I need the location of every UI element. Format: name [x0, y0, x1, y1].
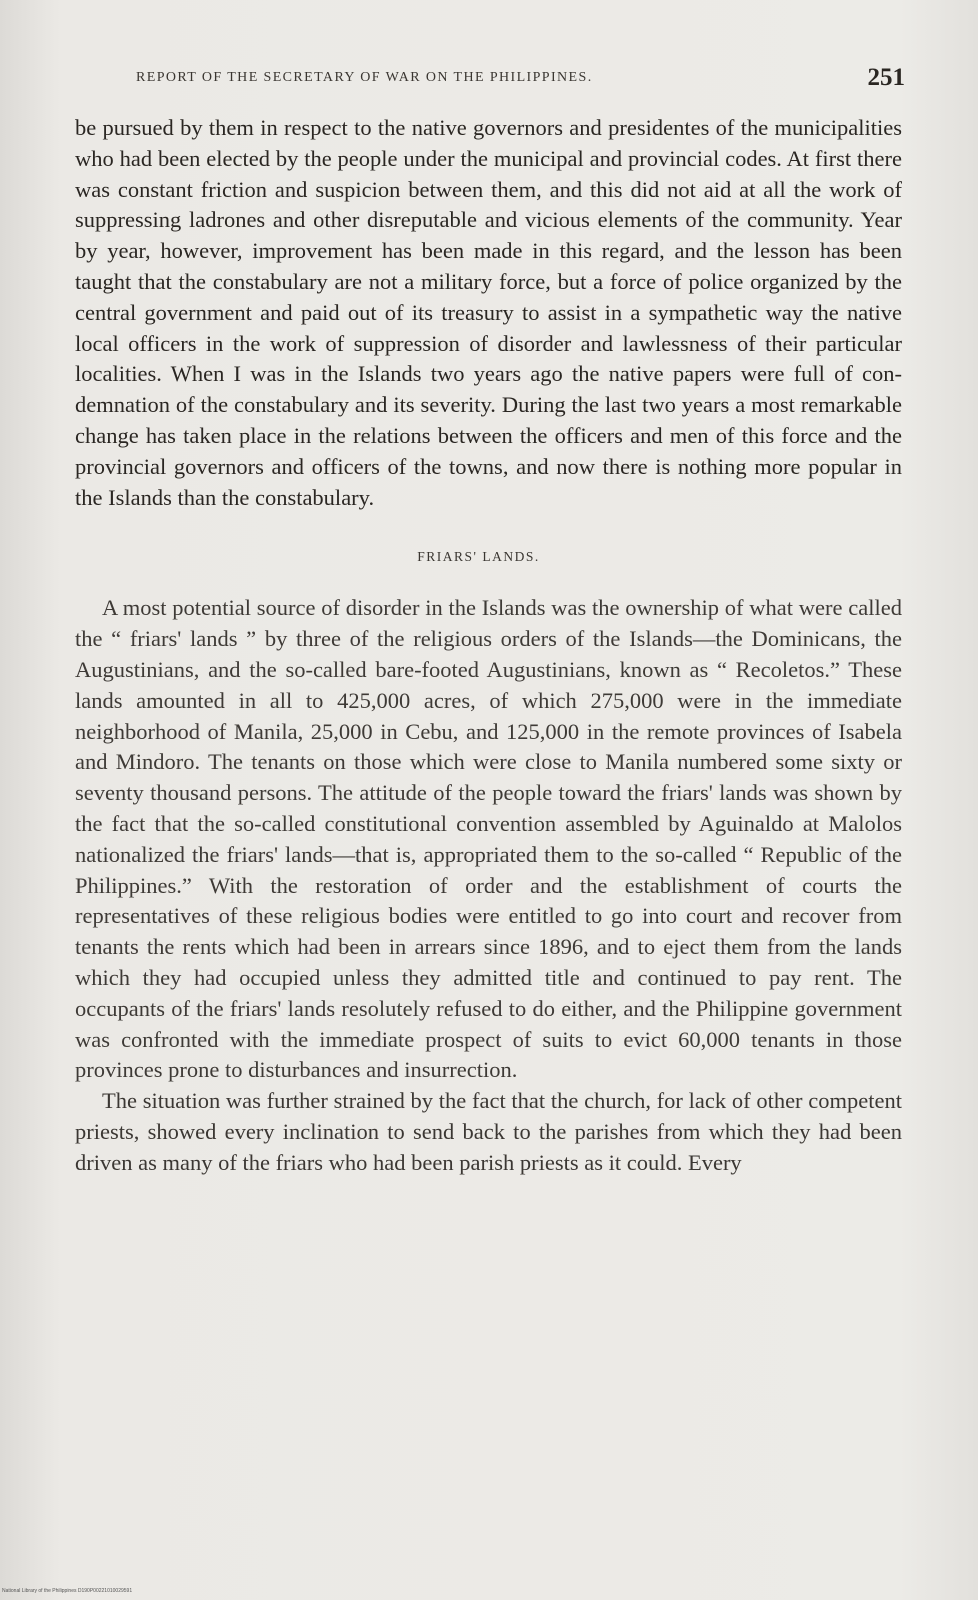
digitizer-footer: National Library of the Philippines D190P00221010029591	[2, 1588, 133, 1594]
running-title: REPORT OF THE SECRETARY OF WAR ON THE PHILIPPINES.	[136, 70, 593, 85]
paragraph-continued: be pursued by them in respect to the native governors and presidentes of the municipalities who had been elected by the people under the municipal and provincial codes. At first there was constant friction and suspicion between them, and this did not aid at all the work of suppressing ladrones and other disreputable and vicious elements of the community. Year by year, however, improvement has been made in this regard, and the lesson has been taught that the constabulary are not a military force, but a force of police organized by the central government and paid out of its treasury to assist in a sympathetic way the native local officers in the work of suppression of disorder and lawlessness of their particular localities. When I was in the Islands two years ago the native papers were full of condemnation of the constabulary and its severity. During the last two years a most remarkable change has taken place in the relations between the officers and men of this force and the provincial governors and officers of the towns, and now there is nothing more popular in the Islands than the constabulary.	[75, 115, 902, 510]
body-text	[75, 113, 902, 1179]
paragraph-situation: The situation was further strained by the fact that the church, for lack of other competent priests, showed every inclination to send back to the parishes from which they had been driven as many of the friars who had been parish priests as it could. Every	[75, 1088, 902, 1175]
paragraph-friars-lands: A most potential source of disorder in the Islands was the ownership of what were called the “ friars' lands ” by three of the religious orders of the Islands—the Dominicans, the Augustinians, and the so-called bare-footed Augustinians, known as “ Recoletos.” These lands amounted in all to 425,000 acres, of which 275,000 were in the immediate neighborhood of Manila, 25,000 in Cebu, and 125,000 in the remote provinces of Isabela and Mindoro. The tenants on those which were close to Manila numbered some sixty or seventy thousand persons. The attitude of the people toward the friars' lands was shown by the fact that the so-called constitutional convention assembled by Aguinaldo at Malolos nationalized the friars' lands—that is, appropriated them to the so-called “ Republic of the Philippines.” With the restoration of order and the establishment of courts the representatives of these religious bodies were entitled to go into court and recover from tenants the rents which had been in arrears since 1896, and to eject them from the lands which they had occupied unless they admitted title and continued to pay rent. The occupants of the friars' lands resolutely refused to do either, and the Philippine government was confronted with the immediate prospect of suits to evict 60,000 tenants in those provinces prone to disturbances and insurrection.	[75, 595, 902, 1083]
page-header	[130, 64, 905, 94]
section-heading: FRIARS' LANDS.	[417, 549, 540, 565]
page-number: 251	[867, 64, 905, 91]
